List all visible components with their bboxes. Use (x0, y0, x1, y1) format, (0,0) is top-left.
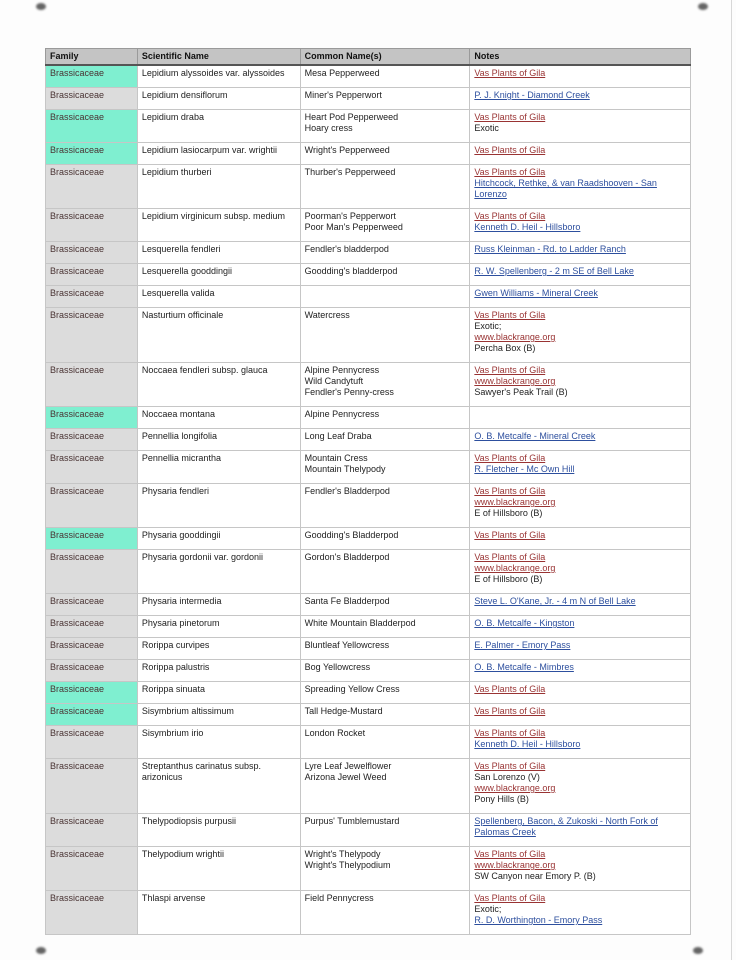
common-names-cell (300, 451, 470, 484)
scientific-name-cell: Streptanthus carinatus subsp. arizonicus (137, 759, 300, 814)
common-name: Thurber's Pepperweed (304, 167, 396, 177)
notes-cell (470, 682, 691, 704)
note-link[interactable]: E. Palmer - Emory Pass (474, 640, 571, 650)
family-cell: Brassicaceae (46, 286, 138, 308)
scientific-name-cell: Thelypodium wrightii (137, 847, 300, 891)
notes-cell (470, 550, 691, 594)
note-text: San Lorenzo (V) (474, 772, 540, 782)
common-name: Mesa Pepperweed (304, 68, 380, 78)
table-row (46, 814, 691, 847)
common-name: Santa Fe Bladderpod (304, 596, 390, 606)
family-cell: Brassicaceae (46, 891, 138, 935)
note-link[interactable]: R. W. Spellenberg - 2 m SE of Bell Lake (474, 266, 634, 276)
note-link[interactable]: Vas Plants of Gila (474, 684, 546, 694)
note-link[interactable]: Vas Plants of Gila (474, 552, 546, 562)
family-cell: Brassicaceae (46, 682, 138, 704)
note-link[interactable]: O. B. Metcalfe - Kingston (474, 618, 575, 628)
common-name: Wright's Pepperweed (304, 145, 390, 155)
family-cell: Brassicaceae (46, 726, 138, 759)
family-cell: Brassicaceae (46, 550, 138, 594)
page-edge-line (731, 0, 732, 960)
header-row (46, 49, 691, 66)
family-cell: Brassicaceae (46, 143, 138, 165)
scientific-name-cell: Lesquerella gooddingii (137, 264, 300, 286)
table-row (46, 891, 691, 935)
table-row (46, 638, 691, 660)
note-text: Percha Box (B) (474, 343, 536, 353)
note-link[interactable]: Vas Plants of Gila (474, 167, 546, 177)
notes-cell (470, 143, 691, 165)
table-row (46, 550, 691, 594)
notes-cell (470, 814, 691, 847)
note-link[interactable]: O. B. Metcalfe - Mineral Creek (474, 431, 596, 441)
notes-cell (470, 286, 691, 308)
common-names-cell (300, 484, 470, 528)
table-row (46, 308, 691, 363)
scientific-name-cell: Rorippa curvipes (137, 638, 300, 660)
table-row (46, 484, 691, 528)
notes-cell (470, 65, 691, 88)
scientific-name-cell: Sisymbrium altissimum (137, 704, 300, 726)
table-row (46, 528, 691, 550)
notes-cell (470, 594, 691, 616)
scientific-name-cell: Nasturtium officinale (137, 308, 300, 363)
scientific-name-cell: Lesquerella fendleri (137, 242, 300, 264)
table-row (46, 242, 691, 264)
note-link[interactable]: P. J. Knight - Diamond Creek (474, 90, 590, 100)
common-name: Wright's Thelypodium (304, 860, 391, 870)
common-names-cell (300, 143, 470, 165)
column-header-family: Family (46, 49, 138, 66)
notes-cell (470, 891, 691, 935)
common-names-cell (300, 165, 470, 209)
notes-cell (470, 638, 691, 660)
common-name: Fendler's Penny-cress (304, 387, 394, 397)
note-link[interactable]: Vas Plants of Gila (474, 68, 546, 78)
note-link[interactable]: R. Fletcher - Mc Own Hill (474, 464, 575, 474)
note-text: Exotic; (474, 904, 502, 914)
table-row (46, 88, 691, 110)
column-header-scientific-name: Scientific Name (137, 49, 300, 66)
scientific-name-cell: Physaria gooddingii (137, 528, 300, 550)
notes-cell (470, 88, 691, 110)
note-link[interactable]: www.blackrange.org (474, 563, 556, 573)
family-cell: Brassicaceae (46, 363, 138, 407)
notes-cell (470, 528, 691, 550)
scientific-name-cell: Physaria intermedia (137, 594, 300, 616)
note-link[interactable]: Steve L. O'Kane, Jr. - 4 m N of Bell Lake (474, 596, 636, 606)
scientific-name-cell: Lepidium lasiocarpum var. wrightii (137, 143, 300, 165)
family-cell: Brassicaceae (46, 451, 138, 484)
note-text: Pony Hills (B) (474, 794, 529, 804)
common-name: Mountain Thelypody (304, 464, 386, 474)
family-cell: Brassicaceae (46, 594, 138, 616)
common-names-cell (300, 242, 470, 264)
scientific-name-cell: Lepidium densiflorum (137, 88, 300, 110)
notes-cell (470, 242, 691, 264)
table-row (46, 286, 691, 308)
table-row (46, 407, 691, 429)
notes-cell (470, 264, 691, 286)
scientific-name-cell: Rorippa palustris (137, 660, 300, 682)
common-names-cell (300, 726, 470, 759)
table-row (46, 143, 691, 165)
table-row (46, 594, 691, 616)
common-names-cell (300, 110, 470, 143)
common-name: Miner's Pepperwort (304, 90, 382, 100)
common-name: Poorman's Pepperwort (304, 211, 396, 221)
notes-cell (470, 616, 691, 638)
table-row (46, 847, 691, 891)
scientific-name-cell: Physaria gordonii var. gordonii (137, 550, 300, 594)
note-link[interactable]: Vas Plants of Gila (474, 486, 546, 496)
common-name: Mountain Cress (304, 453, 368, 463)
note-link[interactable]: www.blackrange.org (474, 497, 556, 507)
note-link[interactable]: Kenneth D. Heil - Hillsboro (474, 739, 581, 749)
note-text: E of Hillsboro (B) (474, 574, 543, 584)
common-names-cell (300, 429, 470, 451)
note-text: E of Hillsboro (B) (474, 508, 543, 518)
note-link[interactable]: Spellenberg, Bacon, & Zukoski - North Fork of Palomas Creek (474, 816, 658, 837)
common-names-cell (300, 65, 470, 88)
note-link[interactable]: Vas Plants of Gila (474, 453, 546, 463)
common-name: Spreading Yellow Cress (304, 684, 400, 694)
common-names-cell (300, 682, 470, 704)
note-text: Exotic; (474, 321, 502, 331)
scientific-name-cell: Thelypodiopsis purpusii (137, 814, 300, 847)
scientific-name-cell: Physaria fendleri (137, 484, 300, 528)
notes-cell (470, 209, 691, 242)
notes-cell (470, 110, 691, 143)
common-name: Watercress (304, 310, 350, 320)
notes-cell (470, 429, 691, 451)
notes-cell (470, 704, 691, 726)
common-name: Long Leaf Draba (304, 431, 372, 441)
scientific-name-cell: Lepidium virginicum subsp. medium (137, 209, 300, 242)
common-name: Heart Pod Pepperweed (304, 112, 399, 122)
table-row (46, 65, 691, 88)
table-row (46, 429, 691, 451)
common-name: Goodding's bladderpod (304, 266, 398, 276)
notes-cell (470, 660, 691, 682)
scientific-name-cell: Sisymbrium irio (137, 726, 300, 759)
common-name: Purpus' Tumblemustard (304, 816, 400, 826)
family-cell: Brassicaceae (46, 308, 138, 363)
note-text: Sawyer's Peak Trail (B) (474, 387, 568, 397)
common-name: Alpine Pennycress (304, 409, 380, 419)
scientific-name-cell: Noccaea montana (137, 407, 300, 429)
common-names-cell (300, 363, 470, 407)
family-cell: Brassicaceae (46, 814, 138, 847)
common-names-cell (300, 550, 470, 594)
note-link[interactable]: Vas Plants of Gila (474, 706, 546, 716)
family-cell: Brassicaceae (46, 847, 138, 891)
scientific-name-cell: Lepidium thurberi (137, 165, 300, 209)
column-header-common-names: Common Name(s) (300, 49, 470, 66)
common-name: Field Pennycress (304, 893, 374, 903)
scientific-name-cell: Physaria pinetorum (137, 616, 300, 638)
common-names-cell (300, 407, 470, 429)
common-name: Lyre Leaf Jewelflower (304, 761, 392, 771)
note-link[interactable]: Hitchcock, Rethke, & van Raadshooven - San Lorenzo (474, 178, 657, 199)
scan-artifact-bottom-left (36, 947, 46, 954)
note-link[interactable]: O. B. Metcalfe - Mimbres (474, 662, 574, 672)
scientific-name-cell: Rorippa sinuata (137, 682, 300, 704)
family-cell: Brassicaceae (46, 528, 138, 550)
family-cell: Brassicaceae (46, 242, 138, 264)
common-name: Alpine Pennycress (304, 365, 380, 375)
common-names-cell (300, 638, 470, 660)
common-names-cell (300, 528, 470, 550)
common-name: Tall Hedge-Mustard (304, 706, 383, 716)
scientific-name-cell: Lepidium alyssoides var. alyssoides (137, 65, 300, 88)
scientific-name-cell: Lepidium draba (137, 110, 300, 143)
notes-cell (470, 165, 691, 209)
scientific-name-cell: Lesquerella valida (137, 286, 300, 308)
family-cell: Brassicaceae (46, 407, 138, 429)
family-cell: Brassicaceae (46, 660, 138, 682)
table-row (46, 759, 691, 814)
common-names-cell (300, 759, 470, 814)
table-row (46, 704, 691, 726)
family-cell: Brassicaceae (46, 704, 138, 726)
note-link[interactable]: Vas Plants of Gila (474, 728, 546, 738)
family-cell: Brassicaceae (46, 638, 138, 660)
common-names-cell (300, 847, 470, 891)
note-link[interactable]: Kenneth D. Heil - Hillsboro (474, 222, 581, 232)
notes-cell (470, 726, 691, 759)
table-row (46, 110, 691, 143)
notes-cell (470, 363, 691, 407)
common-name: Bluntleaf Yellowcress (304, 640, 390, 650)
common-name: Bog Yellowcress (304, 662, 371, 672)
common-name: Hoary cress (304, 123, 353, 133)
table-row (46, 451, 691, 484)
family-cell: Brassicaceae (46, 65, 138, 88)
common-names-cell (300, 308, 470, 363)
common-name: Fendler's Bladderpod (304, 486, 390, 496)
family-cell: Brassicaceae (46, 264, 138, 286)
plant-checklist-table (45, 48, 691, 935)
note-link[interactable]: Vas Plants of Gila (474, 761, 546, 771)
common-name: Gordon's Bladderpod (304, 552, 390, 562)
notes-cell (470, 451, 691, 484)
common-names-cell (300, 88, 470, 110)
family-cell: Brassicaceae (46, 209, 138, 242)
family-cell: Brassicaceae (46, 110, 138, 143)
common-names-cell (300, 660, 470, 682)
common-names-cell (300, 286, 470, 308)
notes-cell (470, 308, 691, 363)
common-names-cell (300, 264, 470, 286)
common-names-cell (300, 704, 470, 726)
note-link[interactable]: Russ Kleinman - Rd. to Ladder Ranch (474, 244, 626, 254)
table-row (46, 363, 691, 407)
common-name: Arizona Jewel Weed (304, 772, 387, 782)
scientific-name-cell: Thlaspi arvense (137, 891, 300, 935)
common-names-cell (300, 209, 470, 242)
family-cell: Brassicaceae (46, 165, 138, 209)
note-link[interactable]: Vas Plants of Gila (474, 365, 546, 375)
note-link[interactable]: www.blackrange.org (474, 332, 556, 342)
note-link[interactable]: Vas Plants of Gila (474, 211, 546, 221)
note-link[interactable]: Vas Plants of Gila (474, 893, 546, 903)
common-names-cell (300, 616, 470, 638)
note-link[interactable]: Gwen Williams - Mineral Creek (474, 288, 598, 298)
common-name: Poor Man's Pepperweed (304, 222, 403, 232)
notes-cell (470, 484, 691, 528)
table-row (46, 660, 691, 682)
note-link[interactable]: www.blackrange.org (474, 783, 556, 793)
note-link[interactable]: R. D. Worthington - Emory Pass (474, 915, 603, 925)
common-name: Fendler's bladderpod (304, 244, 389, 254)
common-name: White Mountain Bladderpod (304, 618, 416, 628)
table-row (46, 264, 691, 286)
note-text: SW Canyon near Emory P. (B) (474, 871, 596, 881)
note-text: Exotic (474, 123, 499, 133)
common-name: Wright's Thelypody (304, 849, 381, 859)
note-link[interactable]: Vas Plants of Gila (474, 145, 546, 155)
notes-cell (470, 759, 691, 814)
note-link[interactable]: www.blackrange.org (474, 860, 556, 870)
family-cell: Brassicaceae (46, 616, 138, 638)
table-row (46, 682, 691, 704)
common-names-cell (300, 814, 470, 847)
scientific-name-cell: Pennellia micrantha (137, 451, 300, 484)
table-row (46, 165, 691, 209)
scan-artifact-top-left (36, 3, 46, 10)
scientific-name-cell: Noccaea fendleri subsp. glauca (137, 363, 300, 407)
note-link[interactable]: Vas Plants of Gila (474, 530, 546, 540)
common-name: London Rocket (304, 728, 366, 738)
table-row (46, 726, 691, 759)
note-link[interactable]: Vas Plants of Gila (474, 849, 546, 859)
common-name: Goodding's Bladderpod (304, 530, 399, 540)
family-cell: Brassicaceae (46, 429, 138, 451)
family-cell: Brassicaceae (46, 484, 138, 528)
scan-artifact-top-right (698, 3, 708, 10)
scientific-name-cell: Pennellia longifolia (137, 429, 300, 451)
common-names-cell (300, 891, 470, 935)
table-row (46, 209, 691, 242)
table-row (46, 616, 691, 638)
family-cell: Brassicaceae (46, 759, 138, 814)
column-header-notes: Notes (470, 49, 691, 66)
note-link[interactable]: www.blackrange.org (474, 376, 556, 386)
common-names-cell (300, 594, 470, 616)
common-name: Wild Candytuft (304, 376, 364, 386)
scan-artifact-bottom-right (693, 947, 703, 954)
notes-cell (470, 407, 691, 429)
family-cell: Brassicaceae (46, 88, 138, 110)
notes-cell (470, 847, 691, 891)
note-link[interactable]: Vas Plants of Gila (474, 112, 546, 122)
note-link[interactable]: Vas Plants of Gila (474, 310, 546, 320)
